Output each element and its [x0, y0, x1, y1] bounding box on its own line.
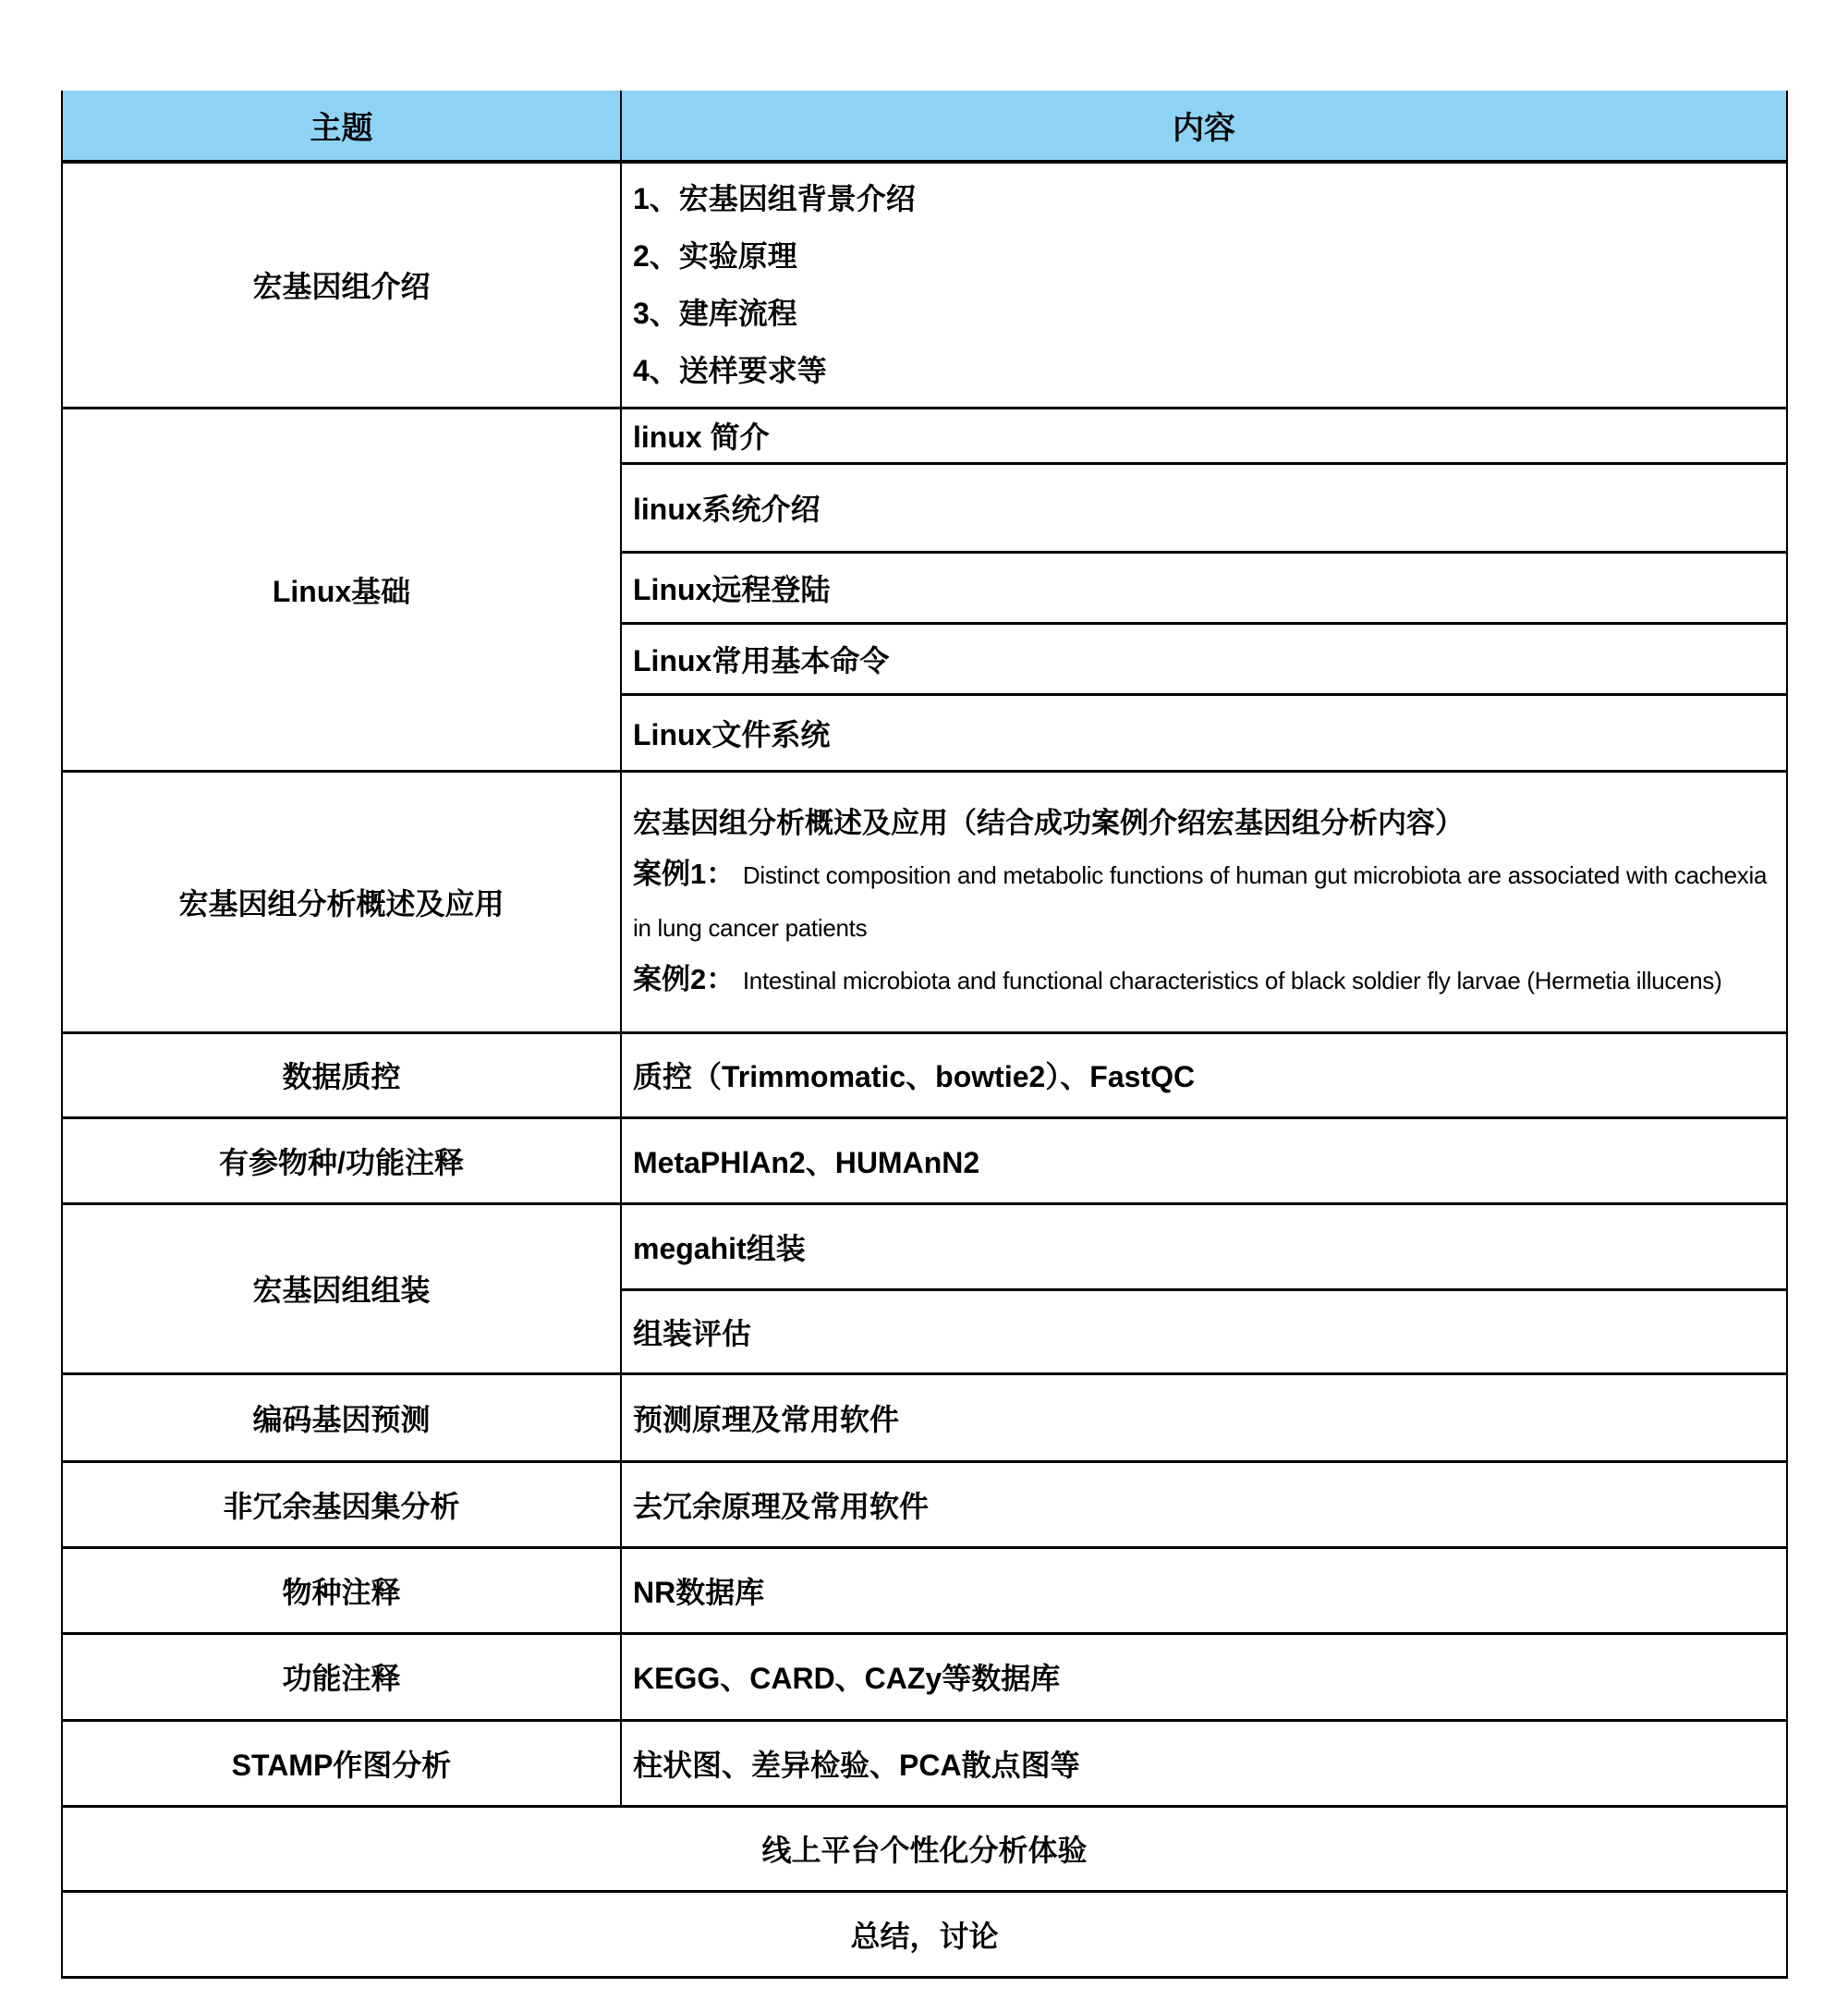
- content-cell: Linux远程登陆: [621, 552, 1787, 623]
- topic-cell: 数据质控: [62, 1032, 621, 1117]
- table-row: [62, 1032, 1787, 1117]
- topic-cell: 功能注释: [62, 1633, 621, 1720]
- content-cell: NR数据库: [621, 1547, 1787, 1633]
- content-cell: linux系统介绍: [621, 463, 1787, 552]
- table-header-row: [62, 91, 1787, 162]
- case-line: [633, 954, 1771, 1006]
- content-line: 宏基因组分析概述及应用（结合成功案例介绍宏基因组分析内容）: [633, 806, 1464, 839]
- course-schedule-table: [61, 91, 1788, 1979]
- topic-cell: STAMP作图分析: [62, 1720, 621, 1806]
- case-label: 案例2：: [633, 962, 736, 995]
- content-cell: Linux常用基本命令: [621, 623, 1787, 694]
- topic-column-header: 主题: [62, 91, 621, 162]
- table-row: [62, 1203, 1787, 1289]
- content-line: 4、送样要求等: [633, 354, 827, 388]
- table-row: [62, 1633, 1787, 1720]
- topic-cell: 物种注释: [62, 1547, 621, 1633]
- content-cell: 质控（Trimmomatic、bowtie2）、FastQC: [621, 1032, 1787, 1117]
- content-cell: 柱状图、差异检验、PCA散点图等: [621, 1720, 1787, 1806]
- content-cell: 去冗余原理及常用软件: [621, 1461, 1787, 1547]
- topic-cell: 有参物种/功能注释: [62, 1117, 621, 1203]
- table-row: [62, 1806, 1787, 1891]
- table-row: [62, 1373, 1787, 1461]
- case-label: 案例1：: [633, 857, 736, 890]
- content-cell: [621, 771, 1787, 1032]
- content-cell: Linux文件系统: [621, 694, 1787, 771]
- content-cell: KEGG、CARD、CAZy等数据库: [621, 1633, 1787, 1720]
- case-text: Intestinal microbiota and functional characteristics of black soldier fly larvae (Hermetia illucens): [742, 966, 1722, 994]
- topic-cell: Linux基础: [62, 408, 621, 771]
- content-cell: 预测原理及常用软件: [621, 1373, 1787, 1461]
- table-row: [62, 1461, 1787, 1547]
- topic-cell: 宏基因组分析概述及应用: [62, 771, 621, 1032]
- full-width-cell: 线上平台个性化分析体验: [62, 1806, 1787, 1891]
- content-line: 1、宏基因组背景介绍: [633, 182, 916, 216]
- case-text: Distinct composition and metabolic functions of human gut microbiota are associated with cachexia in lung cancer patients: [633, 860, 1768, 942]
- topic-cell: 非冗余基因集分析: [62, 1461, 621, 1547]
- case-line: [633, 848, 1771, 954]
- full-width-cell: 总结，讨论: [62, 1891, 1787, 1977]
- content-line: 3、建库流程: [633, 297, 797, 331]
- topic-cell: 宏基因组介绍: [62, 162, 621, 408]
- topic-cell: 编码基因预测: [62, 1373, 621, 1461]
- table-row: [62, 162, 1787, 408]
- content-cell: MetaPHlAn2、HUMAnN2: [621, 1117, 1787, 1203]
- content-line: 2、实验原理: [633, 239, 797, 274]
- content-cell: [621, 162, 1787, 408]
- topic-cell: 宏基因组组装: [62, 1203, 621, 1373]
- content-cell: linux 简介: [621, 408, 1787, 463]
- table-row: [62, 408, 1787, 463]
- table-row: [62, 1891, 1787, 1977]
- table-row: [62, 1117, 1787, 1203]
- course-schedule: [61, 91, 1788, 1979]
- content-cell: 组装评估: [621, 1289, 1787, 1373]
- table-row: [62, 1720, 1787, 1806]
- content-cell: megahit组装: [621, 1203, 1787, 1289]
- content-column-header: 内容: [621, 91, 1787, 162]
- table-row: [62, 1547, 1787, 1633]
- table-row: [62, 771, 1787, 1032]
